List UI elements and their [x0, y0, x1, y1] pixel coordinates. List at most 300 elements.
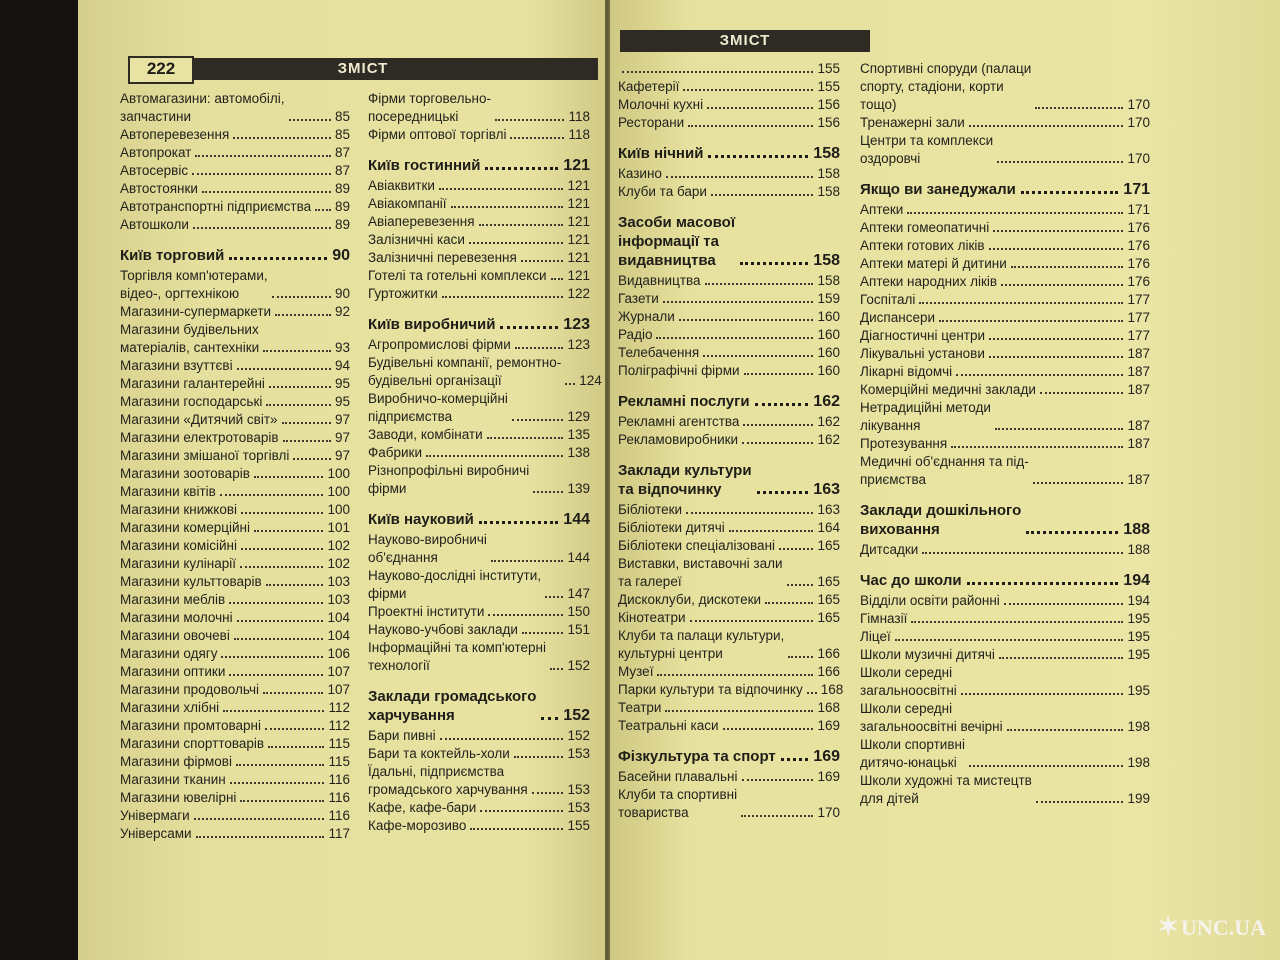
toc-entry [120, 162, 350, 180]
toc-title: Готелі та готельні комплекси [368, 268, 547, 283]
toc-title: Автомагазини: автомобілі, запчастини [120, 91, 285, 124]
toc-page-number: 112 [328, 700, 350, 715]
toc-title: Магазини хлібні [120, 700, 220, 715]
toc-entry [860, 399, 1150, 435]
left-header-title: ЗМІСТ [337, 60, 389, 77]
toc-title: Автошколи [120, 217, 189, 232]
toc-page-number: 166 [817, 646, 840, 661]
toc-entry [120, 753, 350, 771]
toc-page-number: 115 [328, 754, 350, 769]
dot-leader [995, 428, 1124, 430]
toc-page-number: 198 [1127, 755, 1150, 770]
dot-leader [744, 373, 814, 375]
dot-leader [956, 374, 1123, 376]
toc-title: Фабрики [368, 445, 422, 460]
toc-title: Газети [618, 291, 659, 306]
toc-entry [860, 541, 1150, 559]
toc-title: Театри [618, 700, 662, 715]
toc-page-number: 177 [1127, 328, 1150, 343]
toc-entry [120, 807, 350, 825]
toc-page-number: 156 [817, 115, 840, 130]
toc-entry [368, 195, 590, 213]
dot-leader [683, 89, 813, 91]
toc-title: Автосервіс [120, 163, 189, 178]
toc-title: Заклади дошкільного виховання [860, 502, 1022, 538]
toc-title: Магазини господарські [120, 394, 263, 409]
dot-leader [919, 302, 1123, 304]
dot-leader [807, 692, 817, 694]
dot-leader [656, 337, 813, 339]
toc-page-number: 169 [813, 748, 840, 765]
toc-section [860, 180, 1150, 199]
toc-page-number: 139 [567, 481, 590, 496]
toc-page-number: 97 [334, 448, 350, 463]
toc-page-number: 165 [817, 592, 840, 607]
toc-page-number: 169 [817, 769, 840, 784]
toc-entry [618, 114, 840, 132]
dot-leader [532, 792, 564, 794]
toc-page-number: 129 [567, 409, 590, 424]
toc-page-number: 152 [567, 728, 590, 743]
dot-leader [757, 491, 809, 494]
toc-title: Агропромислові фірми [368, 337, 511, 352]
dot-leader [469, 242, 564, 244]
toc-page-number: 176 [1127, 238, 1150, 253]
toc-title: Заводи, комбінати [368, 427, 483, 442]
toc-page-number: 121 [567, 268, 590, 283]
toc-entry [368, 231, 590, 249]
dot-leader [895, 639, 1124, 641]
toc-page-number: 155 [567, 818, 590, 833]
toc-entry [860, 453, 1150, 489]
toc-entry [618, 78, 840, 96]
dot-leader [221, 656, 323, 658]
toc-entry [120, 609, 350, 627]
dot-leader [781, 758, 809, 761]
toc-entry [618, 663, 840, 681]
dot-leader [289, 119, 331, 121]
toc-title: Автопрокат [120, 145, 192, 160]
toc-page-number: 160 [817, 345, 840, 360]
toc-page-number: 103 [327, 574, 350, 589]
toc-title: Лікарні відомчі [860, 364, 953, 379]
toc-title: Магазини комерційні [120, 520, 250, 535]
toc-entry [618, 96, 840, 114]
toc-entry [618, 591, 840, 609]
toc-title: Магазини овочеві [120, 628, 230, 643]
toc-entry [120, 180, 350, 198]
toc-entry [368, 213, 590, 231]
toc-title: Науково-учбові заклади [368, 622, 518, 637]
toc-title: Кафе-морозиво [368, 818, 467, 833]
toc-title: Магазини оптики [120, 664, 226, 679]
dot-leader [765, 602, 813, 604]
dot-leader [510, 137, 564, 139]
toc-title: Кафетерії [618, 79, 680, 94]
toc-entry [120, 663, 350, 681]
toc-section [618, 747, 840, 766]
toc-entry [368, 426, 590, 444]
toc-title: Якщо ви занедужали [860, 181, 1016, 198]
toc-entry [368, 567, 590, 603]
toc-entry [368, 444, 590, 462]
toc-page-number: 195 [1127, 683, 1150, 698]
toc-page-number: 165 [817, 538, 840, 553]
toc-title: Медичні об'єднання та під- приємства [860, 454, 1029, 487]
toc-entry [618, 768, 840, 786]
toc-entry [368, 336, 590, 354]
toc-entry [860, 435, 1150, 453]
toc-title: Універсами [120, 826, 192, 841]
toc-page-number: 168 [817, 700, 840, 715]
dot-leader [254, 476, 324, 478]
dot-leader [665, 710, 813, 712]
toc-page-number: 199 [1127, 791, 1150, 806]
toc-page-number: 165 [817, 574, 840, 589]
toc-entry [120, 321, 350, 357]
toc-title: Рекламні агентства [618, 414, 740, 429]
toc-entry [368, 621, 590, 639]
dot-leader [729, 530, 814, 532]
toc-page-number: 160 [817, 309, 840, 324]
toc-page-number: 194 [1127, 593, 1150, 608]
toc-entry [120, 681, 350, 699]
toc-title: Авіаперевезення [368, 214, 475, 229]
dot-leader [234, 638, 324, 640]
dot-leader [688, 125, 813, 127]
toc-entry [860, 345, 1150, 363]
toc-page-number: 87 [334, 145, 350, 160]
toc-title: Фірми торговельно- посередницькі [368, 91, 491, 124]
toc-entry [120, 789, 350, 807]
toc-page-number: 166 [817, 664, 840, 679]
dot-leader [707, 107, 813, 109]
toc-page-number: 187 [1127, 364, 1150, 379]
star-icon: ✶ [1157, 912, 1180, 941]
dot-leader [195, 155, 331, 157]
dot-leader [315, 209, 331, 211]
toc-entry [618, 326, 840, 344]
dot-leader [550, 668, 564, 670]
toc-entry [860, 646, 1150, 664]
right-header-title: ЗМІСТ [719, 32, 771, 49]
toc-entry [120, 144, 350, 162]
toc-title: Тренажерні зали [860, 115, 965, 130]
toc-entry [120, 267, 350, 303]
toc-page-number: 159 [817, 291, 840, 306]
toc-page-number: 158 [813, 252, 840, 269]
toc-entry [860, 255, 1150, 273]
dot-leader [442, 296, 564, 298]
dot-leader [265, 728, 324, 730]
dot-leader [229, 602, 323, 604]
toc-page-number: 93 [334, 340, 350, 355]
dot-leader [220, 494, 324, 496]
dot-leader [283, 440, 331, 442]
toc-title: Залізничні перевезення [368, 250, 517, 265]
page-number: 222 [128, 56, 194, 84]
toc-page-number: 158 [817, 184, 840, 199]
toc-entry [368, 354, 602, 390]
toc-title: Магазини будівельних матеріалів, сантехніки [120, 322, 260, 355]
toc-entry [618, 699, 840, 717]
toc-entry [618, 308, 840, 326]
toc-entry [120, 501, 350, 519]
toc-section [368, 315, 590, 334]
dot-leader [470, 828, 563, 830]
toc-entry [368, 799, 590, 817]
toc-entry [120, 303, 350, 321]
dot-leader [521, 260, 564, 262]
dot-leader [263, 692, 323, 694]
toc-title: Дискоклуби, дискотеки [618, 592, 762, 607]
toc-entry [120, 375, 350, 393]
toc-page-number: 97 [334, 430, 350, 445]
toc-title: Інформаційні та комп'ютерні технології [368, 640, 546, 673]
toc-title: Бари пивні [368, 728, 436, 743]
toc-entry [860, 664, 1150, 700]
toc-title: Протезування [860, 436, 948, 451]
toc-entry [120, 537, 350, 555]
toc-section [860, 501, 1150, 539]
toc-page-number: 170 [1127, 97, 1150, 112]
dot-leader [480, 810, 563, 812]
toc-page-number: 118 [568, 127, 590, 142]
dot-leader [967, 582, 1119, 585]
toc-page-number: 171 [1127, 202, 1150, 217]
toc-title: Госпіталі [860, 292, 916, 307]
dot-leader [541, 717, 558, 720]
toc-entry [618, 431, 840, 449]
toc-title: Радіо [618, 327, 653, 342]
dot-leader [237, 620, 324, 622]
toc-title: Магазини одягу [120, 646, 218, 661]
toc-entry [368, 285, 590, 303]
toc-page-number: 121 [567, 214, 590, 229]
toc-entry [860, 381, 1150, 399]
toc-page-number: 195 [1127, 647, 1150, 662]
dot-leader [266, 584, 324, 586]
toc-entry [860, 592, 1150, 610]
toc-title: Бари та коктейль-холи [368, 746, 510, 761]
toc-entry [120, 627, 350, 645]
dot-leader [275, 314, 331, 316]
dot-leader [485, 167, 558, 170]
toc-title: Виставки, виставочні зали та галереї [618, 556, 783, 589]
dot-leader [1011, 266, 1124, 268]
toc-title: Київ науковий [368, 511, 474, 528]
toc-page-number: 123 [563, 316, 590, 333]
toc-page-number: 87 [334, 163, 350, 178]
toc-section [860, 571, 1150, 590]
dot-leader [282, 422, 331, 424]
dot-leader [202, 191, 331, 193]
dot-leader [440, 738, 564, 740]
toc-title: Магазини книжкові [120, 502, 238, 517]
toc-title: Аптеки народних ліків [860, 274, 998, 289]
toc-page-number: 170 [1127, 115, 1150, 130]
dot-leader [989, 248, 1124, 250]
toc-page-number: 195 [1127, 629, 1150, 644]
toc-page-number: 160 [817, 363, 840, 378]
toc-title: Їдальні, підприємства громадського харчування [368, 764, 528, 797]
toc-entry [120, 198, 350, 216]
toc-title: Ліцеї [860, 629, 891, 644]
dot-leader [565, 383, 575, 385]
toc-entry [860, 610, 1150, 628]
toc-page-number: 153 [567, 800, 590, 815]
dot-leader [666, 176, 814, 178]
dot-leader [269, 386, 331, 388]
toc-title: Видавництва [618, 273, 701, 288]
dot-leader [907, 212, 1123, 214]
toc-page-number: 187 [1127, 472, 1150, 487]
toc-title: Казино [618, 166, 662, 181]
dot-leader [266, 404, 331, 406]
watermark [1157, 912, 1266, 942]
toc-entry [618, 519, 840, 537]
toc-page-number: 116 [328, 790, 350, 805]
dot-leader [939, 320, 1123, 322]
toc-title: Магазини промтоварні [120, 718, 262, 733]
dot-leader [708, 155, 808, 158]
toc-entry [618, 627, 840, 663]
toc-title: Магазини комісійні [120, 538, 237, 553]
dot-leader [240, 800, 324, 802]
toc-title: Магазини культтоварів [120, 574, 262, 589]
right-col-1 [618, 60, 844, 822]
dot-leader [230, 782, 325, 784]
toc-page-number: 163 [813, 481, 840, 498]
toc-title: Магазини квітів [120, 484, 216, 499]
right-col-2 [860, 60, 1150, 822]
toc-page-number: 153 [567, 782, 590, 797]
dot-leader [1001, 284, 1123, 286]
toc-title: Рекламовиробники [618, 432, 739, 447]
left-page [78, 0, 605, 960]
toc-entry [618, 60, 840, 78]
dot-leader [240, 566, 323, 568]
toc-title: Засоби масової інформації та видавництва [618, 214, 736, 269]
toc-page-number: 177 [1127, 310, 1150, 325]
dot-leader [487, 437, 564, 439]
dot-leader [451, 206, 564, 208]
toc-entry [120, 591, 350, 609]
toc-title: Діагностичні центри [860, 328, 986, 343]
toc-page-number: 112 [328, 718, 350, 733]
toc-title: Музеї [618, 664, 654, 679]
toc-entry [120, 429, 350, 447]
toc-title: Заклади культури та відпочинку [618, 462, 752, 498]
dot-leader [426, 455, 563, 457]
toc-page-number: 147 [567, 586, 590, 601]
toc-title: Поліграфічні фірми [618, 363, 740, 378]
toc-title: Магазини спорттоварів [120, 736, 265, 751]
dot-leader [740, 262, 808, 265]
toc-page-number: 177 [1127, 292, 1150, 307]
dot-leader [1035, 107, 1123, 109]
toc-page-number: 118 [568, 109, 590, 124]
toc-page-number: 102 [327, 538, 350, 553]
toc-entry [120, 90, 350, 126]
dot-leader [272, 296, 331, 298]
dot-leader [263, 350, 331, 352]
toc-page-number: 100 [327, 484, 350, 499]
dot-leader [997, 161, 1123, 163]
toc-title: Бібліотеки [618, 502, 683, 517]
toc-entry [120, 411, 350, 429]
dot-leader [951, 446, 1123, 448]
toc-page-number: 138 [567, 445, 590, 460]
toc-page-number: 90 [332, 247, 350, 264]
watermark-text: UNC.UA [1181, 915, 1266, 940]
toc-entry [120, 771, 350, 789]
toc-entry [120, 216, 350, 234]
dot-leader [663, 301, 814, 303]
toc-title: Аптеки гомеопатичні [860, 220, 990, 235]
toc-title: Телебачення [618, 345, 700, 360]
dot-leader [1021, 191, 1118, 194]
dot-leader [922, 552, 1123, 554]
toc-title: Гуртожитки [368, 286, 438, 301]
right-header-bar [620, 30, 870, 52]
toc-entry [860, 201, 1150, 219]
toc-title: Басейни плавальні [618, 769, 738, 784]
toc-title: Лікувальні установи [860, 346, 985, 361]
toc-title: Будівельні компанії, ремонтно- будівельні організації [368, 355, 562, 388]
dot-leader [479, 521, 558, 524]
toc-entry [860, 700, 1150, 736]
toc-page-number: 121 [567, 232, 590, 247]
toc-page-number: 97 [334, 412, 350, 427]
toc-entry [368, 390, 590, 426]
toc-title: Магазини тканин [120, 772, 226, 787]
left-col-2 [368, 90, 602, 843]
toc-title: Клуби та палаци культури, культурні центри [618, 628, 785, 661]
toc-page-number: 169 [817, 718, 840, 733]
toc-title: Гімназії [860, 611, 908, 626]
toc-entry [860, 363, 1150, 381]
toc-entry [368, 267, 590, 285]
dot-leader [788, 656, 813, 658]
toc-title: Кафе, кафе-бари [368, 800, 477, 815]
toc-entry [120, 645, 350, 663]
toc-section [618, 392, 840, 411]
dot-leader [229, 257, 327, 260]
toc-page-number: 158 [813, 145, 840, 162]
toc-page-number: 162 [817, 432, 840, 447]
dot-leader [196, 836, 325, 838]
toc-page-number: 188 [1127, 542, 1150, 557]
toc-page-number: 85 [334, 127, 350, 142]
toc-entry [860, 736, 1150, 772]
toc-title: Магазини-супермаркети [120, 304, 272, 319]
toc-title: Дитсадки [860, 542, 919, 557]
toc-page-number: 122 [567, 286, 590, 301]
toc-entry [618, 537, 840, 555]
left-col-1 [120, 90, 350, 843]
toc-page-number: 162 [813, 393, 840, 410]
dot-leader [779, 548, 813, 550]
toc-page-number: 170 [1127, 151, 1150, 166]
toc-title: Диспансери [860, 310, 936, 325]
toc-entry [120, 483, 350, 501]
toc-title: Магазини продовольчі [120, 682, 260, 697]
toc-page-number: 198 [1127, 719, 1150, 734]
toc-title: Аптеки матері й дитини [860, 256, 1007, 271]
toc-entry [368, 90, 590, 126]
toc-title: Центри та комплекси оздоровчі [860, 133, 994, 166]
